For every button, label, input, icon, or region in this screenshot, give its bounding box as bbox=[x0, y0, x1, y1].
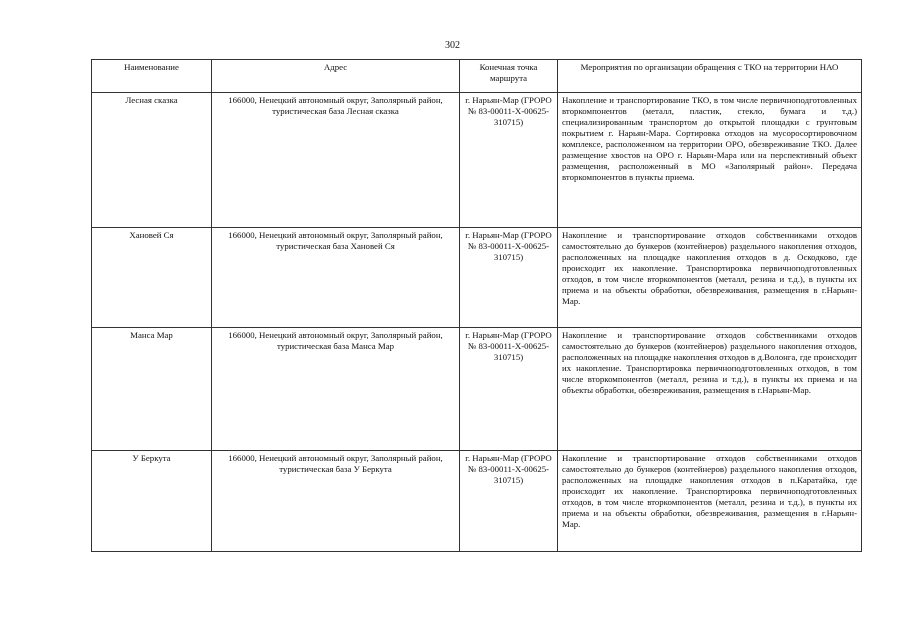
cell-address: 166000, Ненецкий автономный округ, Заполярный район, туристическая база Манса Мар bbox=[212, 328, 460, 451]
header-activities: Мероприятия по организации обращения с ТКО на территории НАО bbox=[558, 60, 862, 93]
cell-activities: Накопление и транспортирование отходов собственниками отходов самостоятельно до бункеров (контейнеров) раздельного накопления отходов, расположенных на площадке накопления отходов в п.Каратайка, где происходит их накопление. Транспортировка первичноподготовленных отходов, в том числе вторкомпонентов (металл, резина и т.д.), в пункты их приема и на объекты обработки, обезвреживания, размещения в г.Нарьян-Мар. bbox=[558, 451, 862, 552]
cell-activities: Накопление и транспортирование ТКО, в том числе первичноподготовленных вторкомпонентов (металл, пластик, стекло, бумага и т.д.) специализированным транспортом до открытой площадки с грунтовым покрытием г. Нарьян-Мара. Сортировка отходов на мусоросортировочном комплексе, расположенном на территории ОРО, обезвреживание ТКО. Далее размещение хвостов на ОРО г. Нарьян-Мара или на перспективный объект размещения, расположенный в МО «Заполярный район». Передача вторкомпонентов в пункты приема. bbox=[558, 93, 862, 228]
table-body bbox=[92, 93, 862, 552]
header-endpoint: Конечная точка маршрута bbox=[460, 60, 558, 93]
page-number: 302 bbox=[445, 40, 460, 51]
cell-address: 166000, Ненецкий автономный округ, Заполярный район, туристическая база Лесная сказка bbox=[212, 93, 460, 228]
header-address: Адрес bbox=[212, 60, 460, 93]
table-row bbox=[92, 228, 862, 328]
cell-name: Хановей Ся bbox=[92, 228, 212, 328]
cell-address: 166000, Ненецкий автономный округ, Заполярный район, туристическая база У Беркута bbox=[212, 451, 460, 552]
table-row bbox=[92, 451, 862, 552]
cell-name: Лесная сказка bbox=[92, 93, 212, 228]
cell-activities: Накопление и транспортирование отходов собственниками отходов самостоятельно до бункеров (контейнеров) раздельного накопления отходов, расположенных на площадке накопления отходов в д. Оскодково, где происходит их накопление. Транспортировка первичноподготовленных отходов, в том числе вторкомпонентов (металл, резина и т.д.), в пункты их приема и на объекты обработки, обезвреживания, размещения в г.Нарьян-Мар. bbox=[558, 228, 862, 328]
table-row bbox=[92, 93, 862, 228]
waste-management-table bbox=[91, 59, 862, 552]
cell-endpoint: г. Нарьян-Мар (ГРОРО № 83-00011-Х-00625-310715) bbox=[460, 228, 558, 328]
cell-endpoint: г. Нарьян-Мар (ГРОРО № 83-00011-Х-00625-310715) bbox=[460, 328, 558, 451]
cell-name: Манса Мар bbox=[92, 328, 212, 451]
cell-address: 166000, Ненецкий автономный округ, Заполярный район, туристическая база Хановей Ся bbox=[212, 228, 460, 328]
cell-name: У Беркута bbox=[92, 451, 212, 552]
cell-endpoint: г. Нарьян-Мар (ГРОРО № 83-00011-Х-00625-310715) bbox=[460, 451, 558, 552]
header-name: Наименование bbox=[92, 60, 212, 93]
cell-activities: Накопление и транспортирование отходов собственниками отходов самостоятельно до бункеров (контейнеров) раздельного накопления отходов, расположенных на площадке накопления отходов в д.Волонга, где происходит их накопление. Транспортировка первичноподготовленных отходов, в том числе вторкомпонентов (металл, резина и т.д.), в пункты их приема и на объекты обработки, обезвреживания, размещения в г.Нарьян-Мар. bbox=[558, 328, 862, 451]
table-row bbox=[92, 328, 862, 451]
table-header bbox=[92, 60, 862, 93]
cell-endpoint: г. Нарьян-Мар (ГРОРО № 83-00011-Х-00625-310715) bbox=[460, 93, 558, 228]
